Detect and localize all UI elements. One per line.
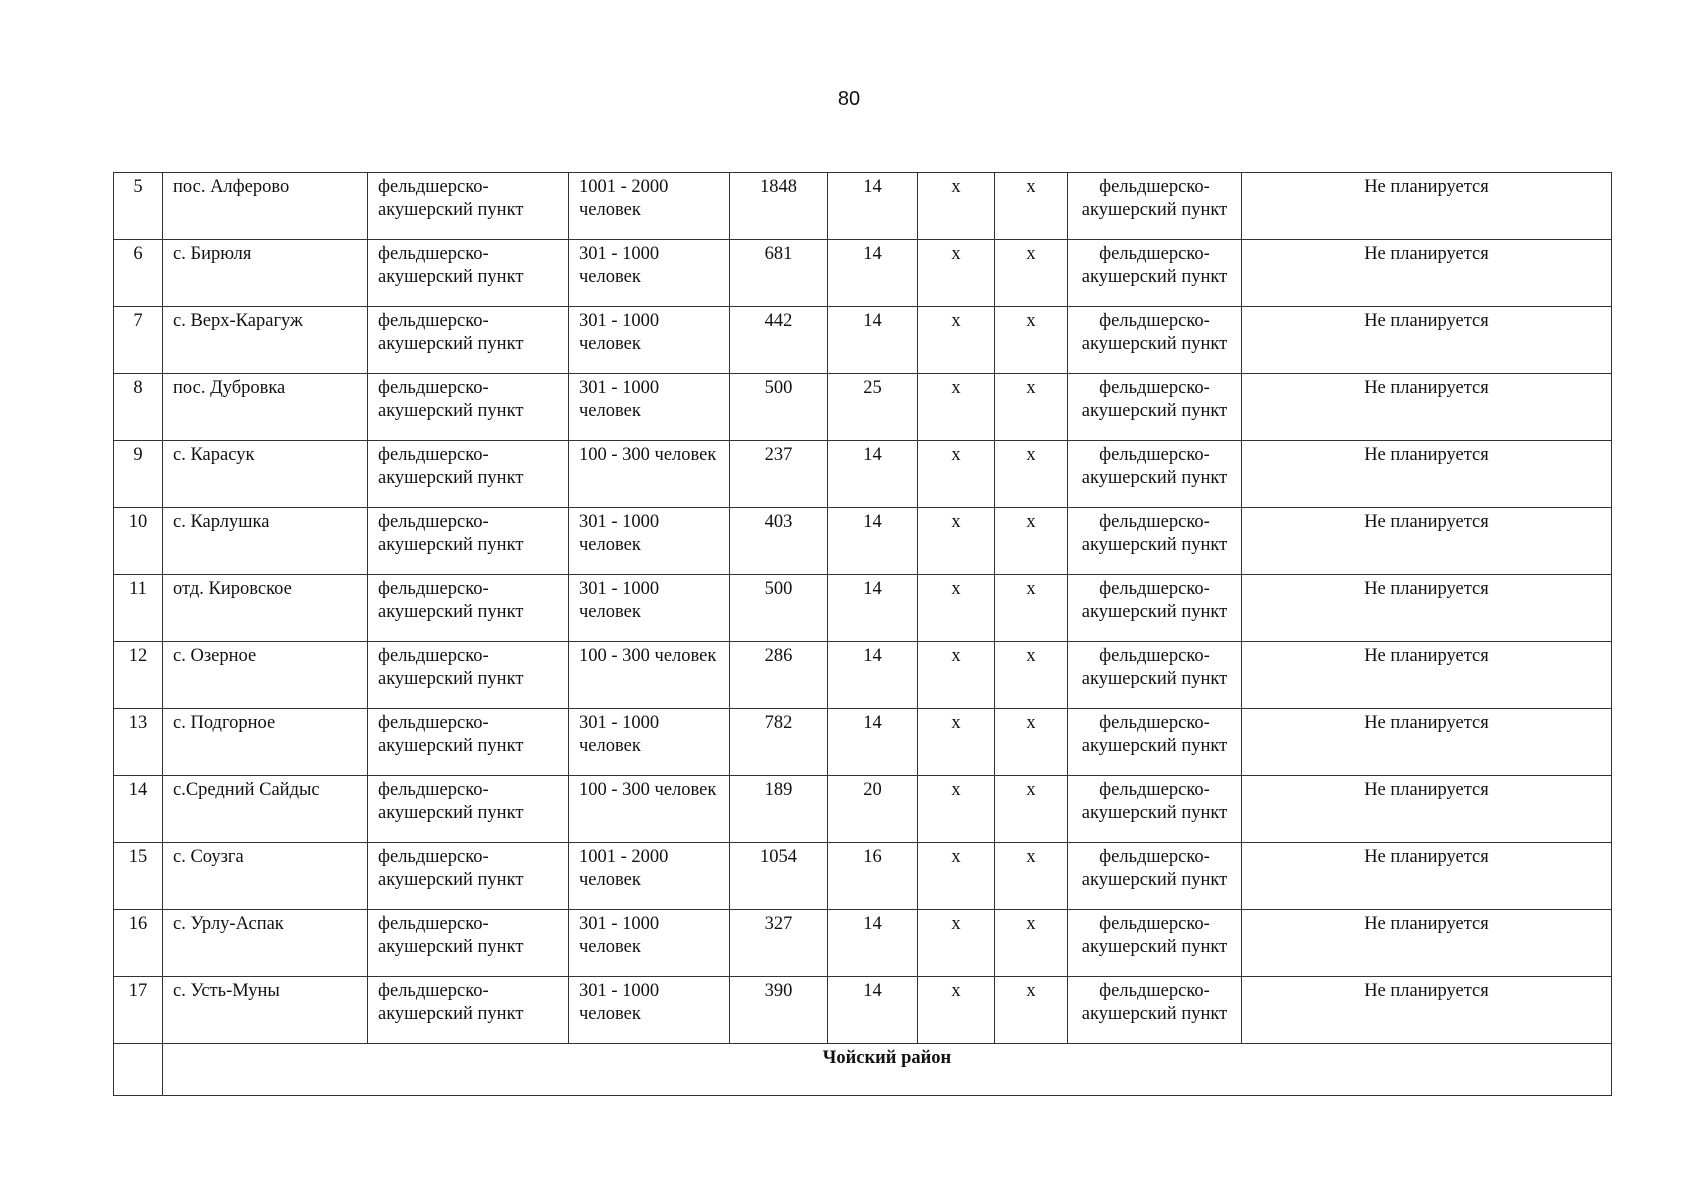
x-mark-cell: х — [918, 709, 995, 776]
row-number-cell: 10 — [114, 508, 163, 575]
facility-type-cell: фельдшерско-акушерский пункт — [368, 307, 569, 374]
x-mark-cell: х — [995, 977, 1068, 1044]
x-mark-cell: х — [918, 441, 995, 508]
table-row — [114, 709, 1612, 776]
x-mark-cell: х — [918, 240, 995, 307]
row-number-cell: 17 — [114, 977, 163, 1044]
plan-status-cell: Не планируется — [1242, 575, 1612, 642]
facility-type-cell: фельдшерско-акушерский пункт — [368, 374, 569, 441]
row-number-cell: 13 — [114, 709, 163, 776]
plan-status-cell: Не планируется — [1242, 709, 1612, 776]
population-cell: 327 — [730, 910, 828, 977]
table-row — [114, 240, 1612, 307]
row-number-cell: 6 — [114, 240, 163, 307]
distance-cell: 25 — [828, 374, 918, 441]
x-mark-cell: х — [918, 776, 995, 843]
settlement-cell: с. Соузга — [163, 843, 368, 910]
district-number-cell — [114, 1044, 163, 1096]
table-row — [114, 374, 1612, 441]
distance-cell: 14 — [828, 441, 918, 508]
planned-facility-cell: фельдшерско-акушерский пункт — [1068, 977, 1242, 1044]
planned-facility-cell: фельдшерско-акушерский пункт — [1068, 709, 1242, 776]
plan-status-cell: Не планируется — [1242, 307, 1612, 374]
settlement-cell: с. Озерное — [163, 642, 368, 709]
row-number-cell: 8 — [114, 374, 163, 441]
x-mark-cell: х — [995, 642, 1068, 709]
population-range-cell: 100 - 300 человек — [569, 642, 730, 709]
population-range-cell: 1001 - 2000 человек — [569, 843, 730, 910]
planned-facility-cell: фельдшерско-акушерский пункт — [1068, 173, 1242, 240]
table-row — [114, 575, 1612, 642]
settlement-cell: с.Средний Сайдыс — [163, 776, 368, 843]
settlement-cell: с. Урлу-Аспак — [163, 910, 368, 977]
facility-type-cell: фельдшерско-акушерский пункт — [368, 240, 569, 307]
plan-status-cell: Не планируется — [1242, 642, 1612, 709]
population-cell: 286 — [730, 642, 828, 709]
table-row — [114, 642, 1612, 709]
table-row — [114, 173, 1612, 240]
x-mark-cell: х — [918, 977, 995, 1044]
settlement-cell: с. Усть-Муны — [163, 977, 368, 1044]
settlement-cell: с. Карасук — [163, 441, 368, 508]
planned-facility-cell: фельдшерско-акушерский пункт — [1068, 776, 1242, 843]
x-mark-cell: х — [918, 575, 995, 642]
settlement-cell: пос. Алферово — [163, 173, 368, 240]
population-range-cell: 301 - 1000 человек — [569, 307, 730, 374]
x-mark-cell: х — [995, 843, 1068, 910]
planned-facility-cell: фельдшерско-акушерский пункт — [1068, 307, 1242, 374]
row-number-cell: 14 — [114, 776, 163, 843]
x-mark-cell: х — [918, 910, 995, 977]
row-number-cell: 5 — [114, 173, 163, 240]
distance-cell: 14 — [828, 575, 918, 642]
population-range-cell: 301 - 1000 человек — [569, 575, 730, 642]
x-mark-cell: х — [995, 374, 1068, 441]
distance-cell: 14 — [828, 307, 918, 374]
x-mark-cell: х — [995, 910, 1068, 977]
table-row — [114, 508, 1612, 575]
facility-type-cell: фельдшерско-акушерский пункт — [368, 709, 569, 776]
x-mark-cell: х — [995, 709, 1068, 776]
population-cell: 782 — [730, 709, 828, 776]
x-mark-cell: х — [995, 575, 1068, 642]
distance-cell: 14 — [828, 508, 918, 575]
plan-status-cell: Не планируется — [1242, 240, 1612, 307]
distance-cell: 14 — [828, 709, 918, 776]
population-cell: 500 — [730, 575, 828, 642]
population-range-cell: 301 - 1000 человек — [569, 508, 730, 575]
x-mark-cell: х — [995, 173, 1068, 240]
planned-facility-cell: фельдшерско-акушерский пункт — [1068, 575, 1242, 642]
distance-cell: 14 — [828, 642, 918, 709]
x-mark-cell: х — [995, 441, 1068, 508]
facility-type-cell: фельдшерско-акушерский пункт — [368, 776, 569, 843]
plan-status-cell: Не планируется — [1242, 173, 1612, 240]
population-cell: 681 — [730, 240, 828, 307]
plan-status-cell: Не планируется — [1242, 776, 1612, 843]
population-cell: 237 — [730, 441, 828, 508]
facility-type-cell: фельдшерско-акушерский пункт — [368, 575, 569, 642]
table-row — [114, 910, 1612, 977]
plan-status-cell: Не планируется — [1242, 508, 1612, 575]
facility-type-cell: фельдшерско-акушерский пункт — [368, 843, 569, 910]
facility-type-cell: фельдшерско-акушерский пункт — [368, 642, 569, 709]
population-range-cell: 1001 - 2000 человек — [569, 173, 730, 240]
facility-type-cell: фельдшерско-акушерский пункт — [368, 173, 569, 240]
distance-cell: 14 — [828, 910, 918, 977]
facility-type-cell: фельдшерско-акушерский пункт — [368, 977, 569, 1044]
population-cell: 390 — [730, 977, 828, 1044]
x-mark-cell: х — [918, 508, 995, 575]
facilities-table — [113, 172, 1612, 1096]
plan-status-cell: Не планируется — [1242, 441, 1612, 508]
table-row — [114, 977, 1612, 1044]
settlement-cell: с. Бирюля — [163, 240, 368, 307]
population-cell: 1848 — [730, 173, 828, 240]
distance-cell: 16 — [828, 843, 918, 910]
row-number-cell: 11 — [114, 575, 163, 642]
facility-type-cell: фельдшерско-акушерский пункт — [368, 910, 569, 977]
settlement-cell: с. Верх-Карагуж — [163, 307, 368, 374]
row-number-cell: 16 — [114, 910, 163, 977]
settlement-cell: с. Карлушка — [163, 508, 368, 575]
settlement-cell: пос. Дубровка — [163, 374, 368, 441]
planned-facility-cell: фельдшерско-акушерский пункт — [1068, 240, 1242, 307]
plan-status-cell: Не планируется — [1242, 843, 1612, 910]
facility-type-cell: фельдшерско-акушерский пункт — [368, 441, 569, 508]
planned-facility-cell: фельдшерско-акушерский пункт — [1068, 843, 1242, 910]
planned-facility-cell: фельдшерско-акушерский пункт — [1068, 374, 1242, 441]
x-mark-cell: х — [918, 374, 995, 441]
population-range-cell: 301 - 1000 человек — [569, 240, 730, 307]
table-row — [114, 307, 1612, 374]
population-range-cell: 100 - 300 человек — [569, 776, 730, 843]
x-mark-cell: х — [995, 240, 1068, 307]
population-range-cell: 301 - 1000 человек — [569, 977, 730, 1044]
population-cell: 403 — [730, 508, 828, 575]
population-cell: 442 — [730, 307, 828, 374]
district-header-row — [114, 1044, 1612, 1096]
population-cell: 1054 — [730, 843, 828, 910]
table-body — [114, 173, 1612, 1096]
x-mark-cell: х — [995, 307, 1068, 374]
planned-facility-cell: фельдшерско-акушерский пункт — [1068, 910, 1242, 977]
plan-status-cell: Не планируется — [1242, 977, 1612, 1044]
x-mark-cell: х — [918, 173, 995, 240]
distance-cell: 14 — [828, 240, 918, 307]
planned-facility-cell: фельдшерско-акушерский пункт — [1068, 642, 1242, 709]
population-cell: 500 — [730, 374, 828, 441]
page-number: 80 — [837, 88, 861, 110]
settlement-cell: отд. Кировское — [163, 575, 368, 642]
plan-status-cell: Не планируется — [1242, 374, 1612, 441]
x-mark-cell: х — [995, 508, 1068, 575]
table-row — [114, 843, 1612, 910]
settlement-cell: с. Подгорное — [163, 709, 368, 776]
x-mark-cell: х — [918, 642, 995, 709]
population-range-cell: 301 - 1000 человек — [569, 374, 730, 441]
distance-cell: 20 — [828, 776, 918, 843]
row-number-cell: 15 — [114, 843, 163, 910]
population-range-cell: 301 - 1000 человек — [569, 910, 730, 977]
x-mark-cell: х — [918, 843, 995, 910]
population-range-cell: 301 - 1000 человек — [569, 709, 730, 776]
planned-facility-cell: фельдшерско-акушерский пункт — [1068, 441, 1242, 508]
row-number-cell: 12 — [114, 642, 163, 709]
population-range-cell: 100 - 300 человек — [569, 441, 730, 508]
x-mark-cell: х — [918, 307, 995, 374]
table-row — [114, 441, 1612, 508]
planned-facility-cell: фельдшерско-акушерский пункт — [1068, 508, 1242, 575]
distance-cell: 14 — [828, 173, 918, 240]
plan-status-cell: Не планируется — [1242, 910, 1612, 977]
table-row — [114, 776, 1612, 843]
district-name-cell: Чойский район — [163, 1044, 1612, 1096]
facility-type-cell: фельдшерско-акушерский пункт — [368, 508, 569, 575]
x-mark-cell: х — [995, 776, 1068, 843]
population-cell: 189 — [730, 776, 828, 843]
distance-cell: 14 — [828, 977, 918, 1044]
row-number-cell: 7 — [114, 307, 163, 374]
row-number-cell: 9 — [114, 441, 163, 508]
